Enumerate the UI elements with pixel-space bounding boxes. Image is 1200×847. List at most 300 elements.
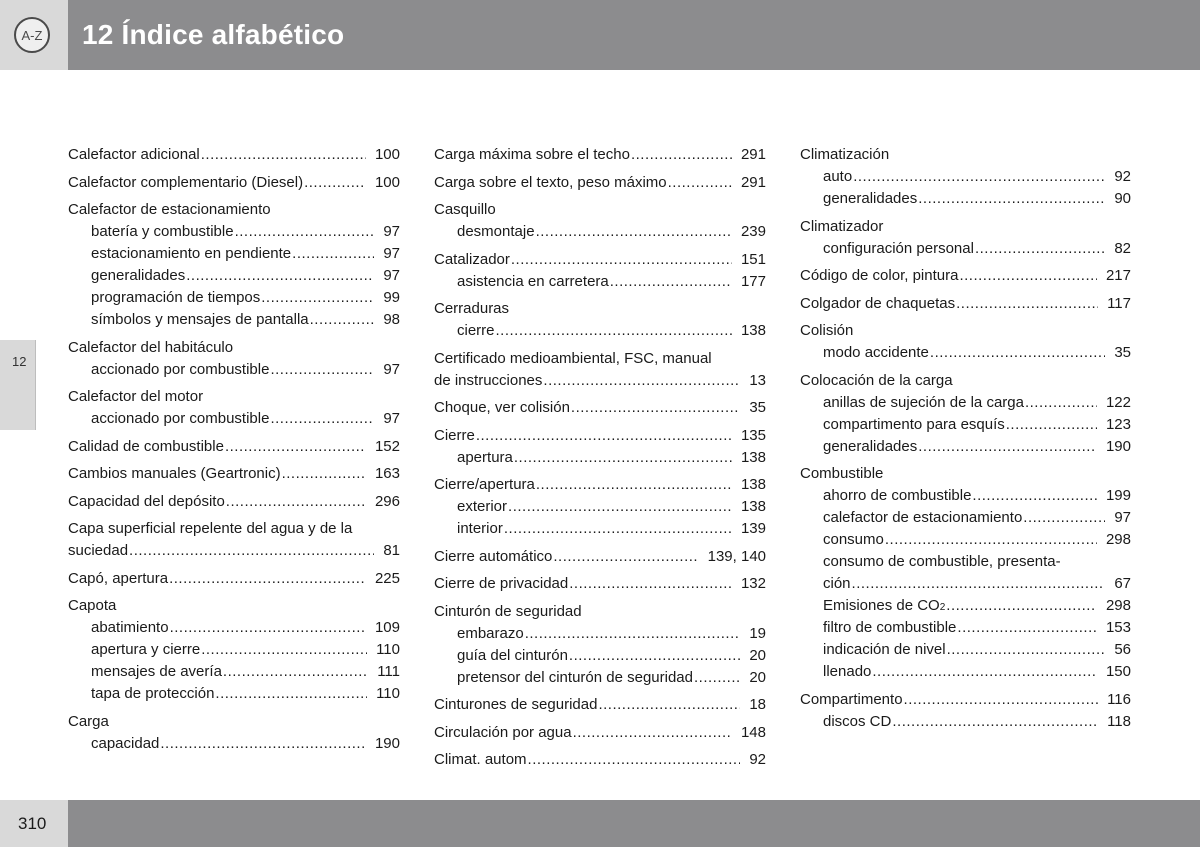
entry-label: Calefactor de estacionamiento [68,201,271,218]
page-reference[interactable]: 97 [383,267,400,284]
dot-leader [610,271,732,293]
subentry-label: generalidades [823,190,918,207]
index-subentry[interactable] [800,342,1131,364]
entry-label: Calefactor complementario (Diesel) [68,173,304,191]
dot-leader [215,683,367,705]
index-subentry[interactable] [800,392,1131,414]
index-entry[interactable] [434,370,766,392]
dot-leader [553,546,698,568]
index-entry-group [434,249,766,293]
index-subentry[interactable] [800,166,1131,188]
dot-leader [508,496,732,518]
index-subentry[interactable] [68,639,400,661]
entry-label: Circulación por agua [434,723,572,741]
entry-label: Colgador de chaquetas [800,294,956,312]
index-entry [800,320,1131,342]
page-reference[interactable]: 150 [1105,663,1131,680]
dot-leader [525,623,741,645]
subentry-label: guía del cinturón [457,646,568,664]
index-entry-group [434,172,766,194]
dot-leader [918,436,1097,458]
subentry-label: exterior [457,498,508,515]
index-entry-group [68,199,400,331]
page-reference[interactable]: 20 [749,668,766,686]
index-subentry[interactable] [800,238,1131,260]
index-subentry[interactable] [434,496,766,518]
index-entry[interactable] [68,463,400,485]
index-entry-group [68,711,400,755]
page-reference[interactable]: 225 [374,569,400,587]
page-reference[interactable]: 190 [374,734,400,752]
dot-leader [223,661,368,683]
dot-leader [853,166,1105,188]
entry-label: Carga máxima sobre el techo [434,146,630,163]
dot-leader [959,265,1097,287]
index-entry[interactable] [68,540,400,562]
index-column-3 [800,144,1131,738]
index-subentry[interactable] [434,271,766,293]
subentry-label: pretensor del cinturón de seguridad [457,668,693,686]
subentry-label: apertura y cierre [91,641,201,658]
index-entry-group [434,722,766,744]
entry-label: Capa superficial repelente del agua y de la [68,520,353,537]
index-subentry[interactable] [800,711,1131,733]
dot-leader [569,573,732,595]
index-entry-group [68,491,400,513]
index-entry[interactable] [800,265,1131,287]
entry-label: Carga sobre el texto, peso máximo [434,173,667,191]
index-entry-group [434,474,766,540]
entry-label: Cambios manuales (Geartronic) [68,465,281,482]
subentry-label: mensajes de avería [91,663,222,680]
subentry-label: consumo de combustible, presenta- [823,553,1061,570]
page-reference[interactable]: 97 [383,245,400,262]
page-reference[interactable]: 163 [374,465,400,482]
page-reference[interactable]: 97 [383,223,400,240]
page-reference[interactable]: 138 [740,498,766,515]
index-entry[interactable] [434,397,766,419]
page-reference[interactable]: 56 [1114,641,1131,658]
index-entry-group [434,546,766,568]
subentry-label: Emisiones de CO [823,597,940,614]
index-entry-group [434,397,766,419]
index-entry[interactable] [68,436,400,458]
dot-leader [235,221,375,243]
dot-leader [569,645,740,667]
index-subentry[interactable] [800,188,1131,210]
dot-leader [1006,414,1097,436]
page-reference[interactable]: 199 [1105,487,1131,504]
entry-label: Capota [68,597,117,614]
index-subentry[interactable] [800,617,1131,639]
dot-leader [573,722,732,744]
subentry-label: embarazo [457,624,524,642]
subentry-label: programación de tiempos [91,289,261,306]
dot-leader [957,617,1097,639]
dot-leader [543,370,740,392]
dot-leader [270,359,374,381]
index-subentry[interactable] [68,221,400,243]
page-reference[interactable]: 291 [740,146,766,163]
page-number: 310 [18,814,47,833]
page-reference[interactable]: 97 [1114,509,1131,526]
dot-leader [956,293,1098,315]
dot-leader [946,595,1097,617]
page-reference[interactable]: 135 [740,426,766,444]
index-subentry[interactable] [434,623,766,645]
page-reference[interactable]: 110 [376,641,400,658]
page-reference[interactable]: 190 [1105,437,1131,455]
index-entry-group [68,144,400,166]
subentry-label: consumo [823,531,884,548]
subentry-label: auto [823,168,853,185]
page-reference[interactable]: 92 [1114,168,1131,185]
dot-leader [930,342,1105,364]
page-reference[interactable]: 98 [383,311,400,328]
subentry-label: filtro de combustible [823,619,957,636]
dot-leader [225,436,366,458]
page-reference[interactable]: 151 [740,250,766,268]
index-entry[interactable] [434,474,766,496]
page-reference[interactable]: 81 [383,542,400,559]
entry-label: Calefactor del motor [68,388,204,405]
dot-leader [536,474,732,496]
page-title: 12 Índice alfabético [82,19,345,50]
subentry-label: ahorro de combustible [823,487,972,504]
index-subentry[interactable] [800,485,1131,507]
index-entry [800,216,1131,238]
subentry-label: modo accidente [823,344,929,361]
index-entry-group [800,689,1131,733]
page-reference[interactable]: 122 [1105,393,1131,411]
entry-label: Combustible [800,465,884,482]
chapter-side-tab[interactable] [0,340,36,430]
subentry-label: abatimiento [91,619,169,636]
index-entry[interactable] [434,749,766,771]
dot-leader [536,221,732,243]
dot-leader [476,425,732,447]
subentry-label: discos CD [823,712,892,730]
dot-leader [201,144,366,166]
index-subentry[interactable] [68,265,400,287]
page-reference[interactable]: 111 [377,663,400,680]
footer-bar [68,800,1200,847]
index-entry-group [434,749,766,771]
index-subentry[interactable] [800,507,1131,529]
dot-leader [292,243,374,265]
index-entry [434,199,766,221]
index-entry-group [434,199,766,243]
dot-leader [1023,507,1105,529]
page-reference[interactable]: 19 [749,624,766,642]
index-entry[interactable] [434,172,766,194]
a-z-index-icon: A-Z [14,17,50,53]
index-subentry[interactable] [434,320,766,342]
entry-label: Climatización [800,146,890,163]
index-entry[interactable] [68,568,400,590]
index-subentry[interactable] [68,617,400,639]
subentry-label: batería y combustible [91,223,234,240]
index-entry[interactable] [434,144,766,166]
dot-leader [972,485,1097,507]
page-reference[interactable]: 148 [740,723,766,741]
index-entry [800,370,1131,392]
dot-leader [571,397,740,419]
entry-label: Choque, ver colisión [434,399,570,416]
index-entry[interactable] [434,249,766,271]
dot-leader [160,733,366,755]
page-reference[interactable]: 100 [374,173,400,191]
index-subentry[interactable] [800,639,1131,661]
page-reference[interactable]: 177 [740,272,766,290]
page-reference[interactable]: 117 [1107,294,1131,312]
dot-leader [129,540,374,562]
index-subentry[interactable] [68,243,400,265]
index-entry [434,601,766,623]
subentry-label: cierre [457,322,495,339]
subentry-label: estacionamiento en pendiente [91,245,292,262]
index-subentry[interactable] [68,408,400,430]
index-entry-group [68,568,400,590]
index-entry-group [68,595,400,705]
index-subentry[interactable] [434,645,766,667]
index-subentry[interactable] [800,573,1131,595]
index-entry-group [434,144,766,166]
index-subentry[interactable] [800,414,1131,436]
index-entry[interactable] [68,491,400,513]
dot-leader [975,238,1105,260]
page-reference[interactable]: 97 [383,360,400,378]
page-reference[interactable]: 35 [749,399,766,416]
page-reference[interactable]: 100 [374,146,400,163]
dot-leader [885,529,1097,551]
dot-leader [261,287,374,309]
page-reference[interactable]: 35 [1114,344,1131,361]
index-subentry[interactable] [800,529,1131,551]
index-subentry[interactable] [68,733,400,755]
index-entry [800,144,1131,166]
entry-label: Cierre/apertura [434,476,535,493]
dot-leader [1025,392,1097,414]
index-subentry[interactable] [800,661,1131,683]
index-subentry[interactable] [68,309,400,331]
entry-label: Colocación de la carga [800,371,953,389]
entry-label: Climat. autom [434,751,527,768]
page-reference[interactable]: 138 [740,476,766,493]
index-entry[interactable] [434,425,766,447]
subentry-label: apertura [457,448,513,466]
page-reference[interactable]: 298 [1105,531,1131,548]
index-entry-group [434,425,766,469]
subentry-label: calefactor de estacionamiento [823,509,1023,526]
index-entry[interactable] [434,546,766,568]
index-entry-group [800,370,1131,458]
index-entry[interactable] [800,293,1131,315]
header-tab [0,0,68,70]
index-subentry[interactable] [68,287,400,309]
entry-label: Casquillo [434,201,496,218]
dot-leader [504,518,732,540]
subentry-label: ción [823,575,851,592]
entry-label: Carga [68,712,109,730]
dot-leader [169,568,366,590]
page-reference[interactable]: 13 [749,371,766,389]
page-reference[interactable]: 298 [1105,597,1131,614]
entry-label: de instrucciones [434,371,543,389]
index-entry-group [800,216,1131,260]
page-reference[interactable]: 99 [383,289,400,306]
subentry-label: configuración personal [823,239,974,257]
index-entry-group [68,518,400,562]
index-entry-group [68,463,400,485]
dot-leader [668,172,732,194]
entry-label: Capó, apertura [68,569,169,587]
page-reference[interactable]: 138 [740,322,766,339]
page-reference[interactable]: 152 [374,437,400,455]
entry-label: suciedad [68,542,129,559]
index-subentry[interactable] [68,359,400,381]
index-entry [68,199,400,221]
index-entry-group [434,298,766,342]
index-entry[interactable] [434,573,766,595]
subentry-label: desmontaje [457,223,535,240]
entry-label: Código de color, pintura [800,267,959,284]
entry-label: Capacidad del depósito [68,492,225,510]
page-reference[interactable]: 239 [740,223,766,240]
page-reference[interactable]: 18 [749,696,766,713]
subentry-label: anillas de sujeción de la carga [823,393,1024,411]
entry-label: Calefactor adicional [68,146,200,163]
dot-leader [310,309,375,331]
index-entry-group [434,573,766,595]
page-reference[interactable]: 118 [1107,712,1131,730]
index-entry[interactable] [68,172,400,194]
index-subentry[interactable] [800,436,1131,458]
index-entry [800,463,1131,485]
index-entry[interactable] [68,518,400,540]
subentry-label: generalidades [91,267,186,284]
dot-leader [514,447,732,469]
page-reference[interactable]: 90 [1114,190,1131,207]
index-entry[interactable] [434,694,766,716]
index-entry[interactable] [68,144,400,166]
page-reference[interactable]: 110 [376,685,400,702]
subentry-label: accionado por combustible [91,410,270,427]
page-reference[interactable]: 139 [740,520,766,537]
dot-leader [304,172,366,194]
subentry-label: símbolos y mensajes de pantalla [91,311,309,328]
page-reference[interactable]: 92 [749,751,766,768]
index-entry[interactable] [800,689,1131,711]
subentry-label: accionado por combustible [91,360,270,378]
index-entry-group [68,386,400,430]
page-reference[interactable]: 109 [374,619,400,636]
entry-label: Colisión [800,322,854,339]
index-entry [68,386,400,408]
entry-label: Cierre [434,426,475,444]
page-reference[interactable]: 82 [1114,239,1131,257]
index-subentry[interactable]: Emisiones de CO 2 ..... 298 [800,595,1131,617]
entry-label: Catalizador [434,250,510,268]
page-reference[interactable]: 123 [1105,415,1131,433]
dot-leader [947,639,1106,661]
page-reference[interactable]: 139, 140 [707,547,766,565]
subentry-label: capacidad [91,734,160,752]
index-subentry[interactable] [434,667,766,689]
index-subentry[interactable] [800,551,1131,573]
page-reference[interactable]: 97 [383,410,400,427]
index-entry-group [434,601,766,689]
entry-label: Calefactor del habitáculo [68,338,234,356]
page-reference[interactable]: 153 [1105,619,1131,636]
dot-leader [201,639,367,661]
entry-label: Cinturones de seguridad [434,696,598,713]
index-entry-group [68,337,400,381]
index-entry [68,337,400,359]
dot-leader [631,144,732,166]
page-reference[interactable]: 67 [1114,575,1131,592]
dot-leader [226,491,366,513]
entry-label: Compartimento [800,690,903,708]
dot-leader [694,667,740,689]
dot-leader [270,408,374,430]
dot-leader [282,463,366,485]
entry-label: Cierre automático [434,547,553,565]
index-entry-group [434,694,766,716]
page-reference[interactable]: 132 [740,575,766,592]
page-reference[interactable]: 116 [1107,690,1131,708]
subentry-label: generalidades [823,437,918,455]
index-subentry[interactable] [434,447,766,469]
index-entry-group [800,463,1131,683]
index-entry-group [800,144,1131,210]
entry-label: Certificado medioambiental, FSC, manual [434,349,712,367]
index-entry-group [800,293,1131,315]
dot-leader [528,749,741,771]
entry-label: Cerraduras [434,300,510,317]
subentry-label: indicación de nivel [823,641,946,658]
dot-leader [904,689,1099,711]
page-reference[interactable]: 291 [740,173,766,191]
page-reference[interactable]: 217 [1105,267,1131,284]
dot-leader [496,320,732,342]
index-entry-group [800,320,1131,364]
page-reference[interactable]: 20 [749,646,766,664]
subentry-label: tapa de protección [91,685,215,702]
index-subentry[interactable] [68,683,400,705]
dot-leader [598,694,740,716]
index-subentry[interactable] [68,661,400,683]
dot-leader [852,573,1106,595]
index-column-1 [68,144,400,760]
index-entry[interactable] [434,722,766,744]
index-entry[interactable] [434,348,766,370]
index-column-2 [434,144,766,777]
index-entry [434,298,766,320]
page-reference[interactable]: 296 [374,492,400,510]
index-entry-group [68,172,400,194]
entry-label: Cinturón de seguridad [434,602,582,620]
page-reference[interactable]: 138 [740,448,766,466]
chapter-tab-label: 12 [12,354,27,369]
dot-leader [170,617,366,639]
dot-leader [186,265,374,287]
index-subentry[interactable] [434,221,766,243]
entry-label: Cierre de privacidad [434,575,569,592]
index-subentry[interactable] [434,518,766,540]
entry-label: Calidad de combustible [68,437,224,455]
index-entry-group [800,265,1131,287]
